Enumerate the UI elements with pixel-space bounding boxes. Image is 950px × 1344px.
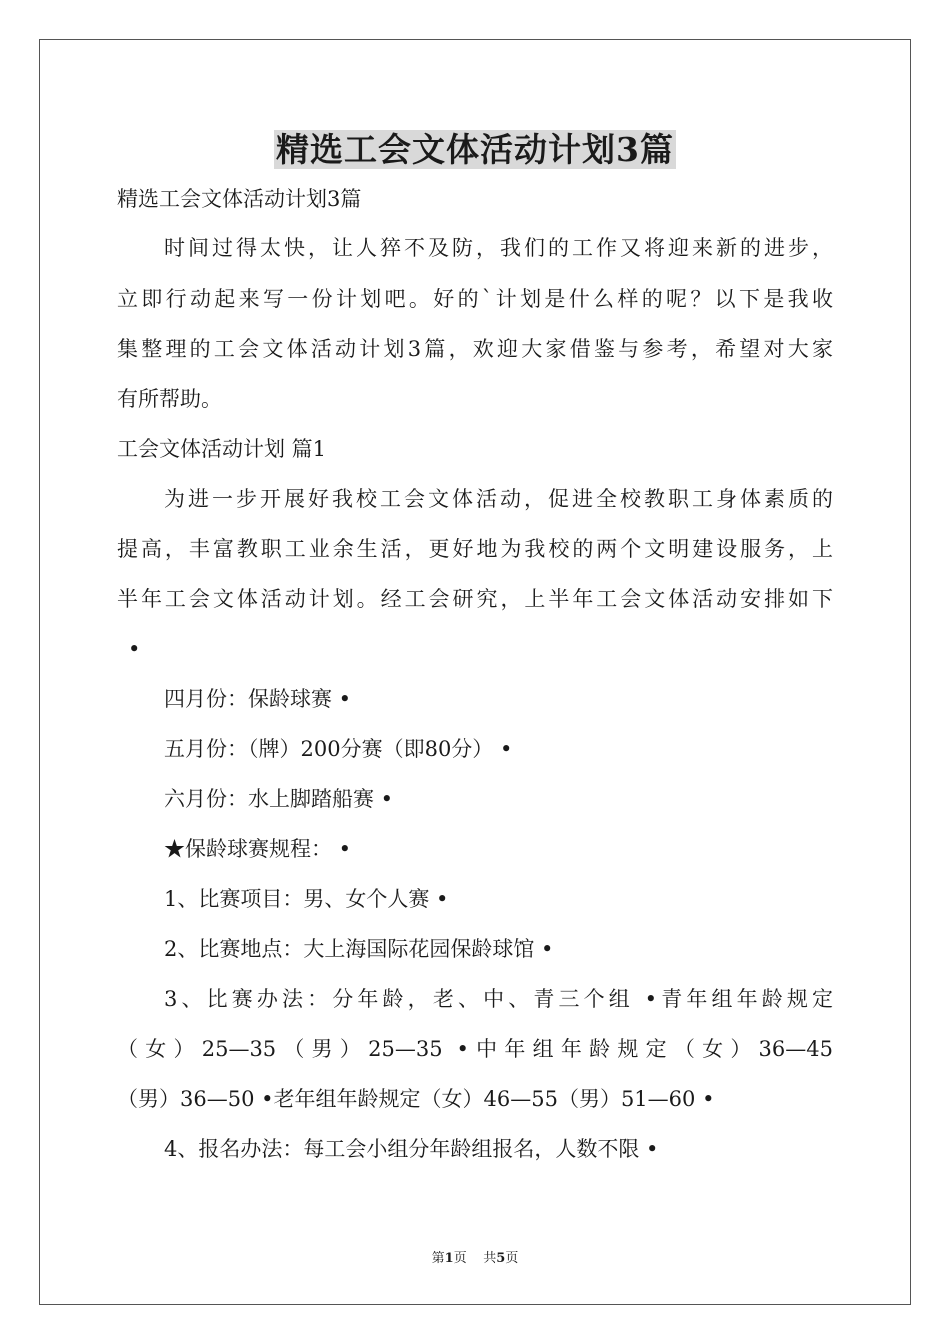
total-pages: 5 [496, 1251, 506, 1266]
section-heading: 工会文体活动计划 篇1 [117, 437, 327, 461]
body-line-4: • [128, 637, 141, 661]
page-number: 1 [444, 1251, 454, 1266]
rule-3-line-3: （男）36—50 •老年组年龄规定（女）46—55（男）51—60 • [117, 1087, 715, 1111]
document-title: 精选工会文体活动计划3篇 [276, 130, 674, 169]
page-unit: 页 [453, 1251, 467, 1266]
bowling-rules-heading: ★保龄球赛规程： • [164, 837, 352, 861]
subtitle: 精选工会文体活动计划3篇 [117, 187, 362, 211]
total-label: 共 [483, 1251, 497, 1266]
intro-line-1: 时间过得太快，让人猝不及防，我们的工作又将迎来新的进步， [164, 236, 833, 260]
schedule-may: 五月份：（牌）200分赛（即80分） • [164, 737, 513, 761]
intro-line-3: 集整理的工会文体活动计划3篇，欢迎大家借鉴与参考，希望对大家 [117, 337, 833, 361]
page-footer [0, 1247, 950, 1266]
body-line-2: 提高，丰富教职工业余生活，更好地为我校的两个文明建设服务，上 [117, 537, 833, 561]
schedule-april: 四月份：保龄球赛 • [164, 687, 352, 711]
intro-line-2: 立即行动起来写一份计划吧。好的`计划是什么样的呢？以下是我收 [117, 287, 833, 311]
page-border [39, 39, 911, 1305]
rule-2: 2、比赛地点：大上海国际花园保龄球馆 • [164, 937, 554, 961]
rule-1: 1、比赛项目：男、女个人赛 • [164, 887, 449, 911]
intro-line-4: 有所帮助。 [117, 387, 222, 411]
total-unit: 页 [505, 1251, 519, 1266]
page-label: 第 [431, 1251, 445, 1266]
schedule-june: 六月份：水上脚踏船赛 • [164, 787, 394, 811]
rule-3-line-2: （女）25—35（男）25—35 •中年组年龄规定（女）36—45 [117, 1037, 833, 1061]
body-line-3: 半年工会文体活动计划。经工会研究，上半年工会文体活动安排如下 [117, 587, 833, 611]
body-line-1: 为进一步开展好我校工会文体活动，促进全校教职工身体素质的 [164, 487, 833, 511]
rule-4: 4、报名办法：每工会小组分年龄组报名，人数不限 • [164, 1137, 659, 1161]
rule-3-line-1: 3、比赛办法：分年龄，老、中、青三个组 •青年组年龄规定 [164, 987, 833, 1011]
